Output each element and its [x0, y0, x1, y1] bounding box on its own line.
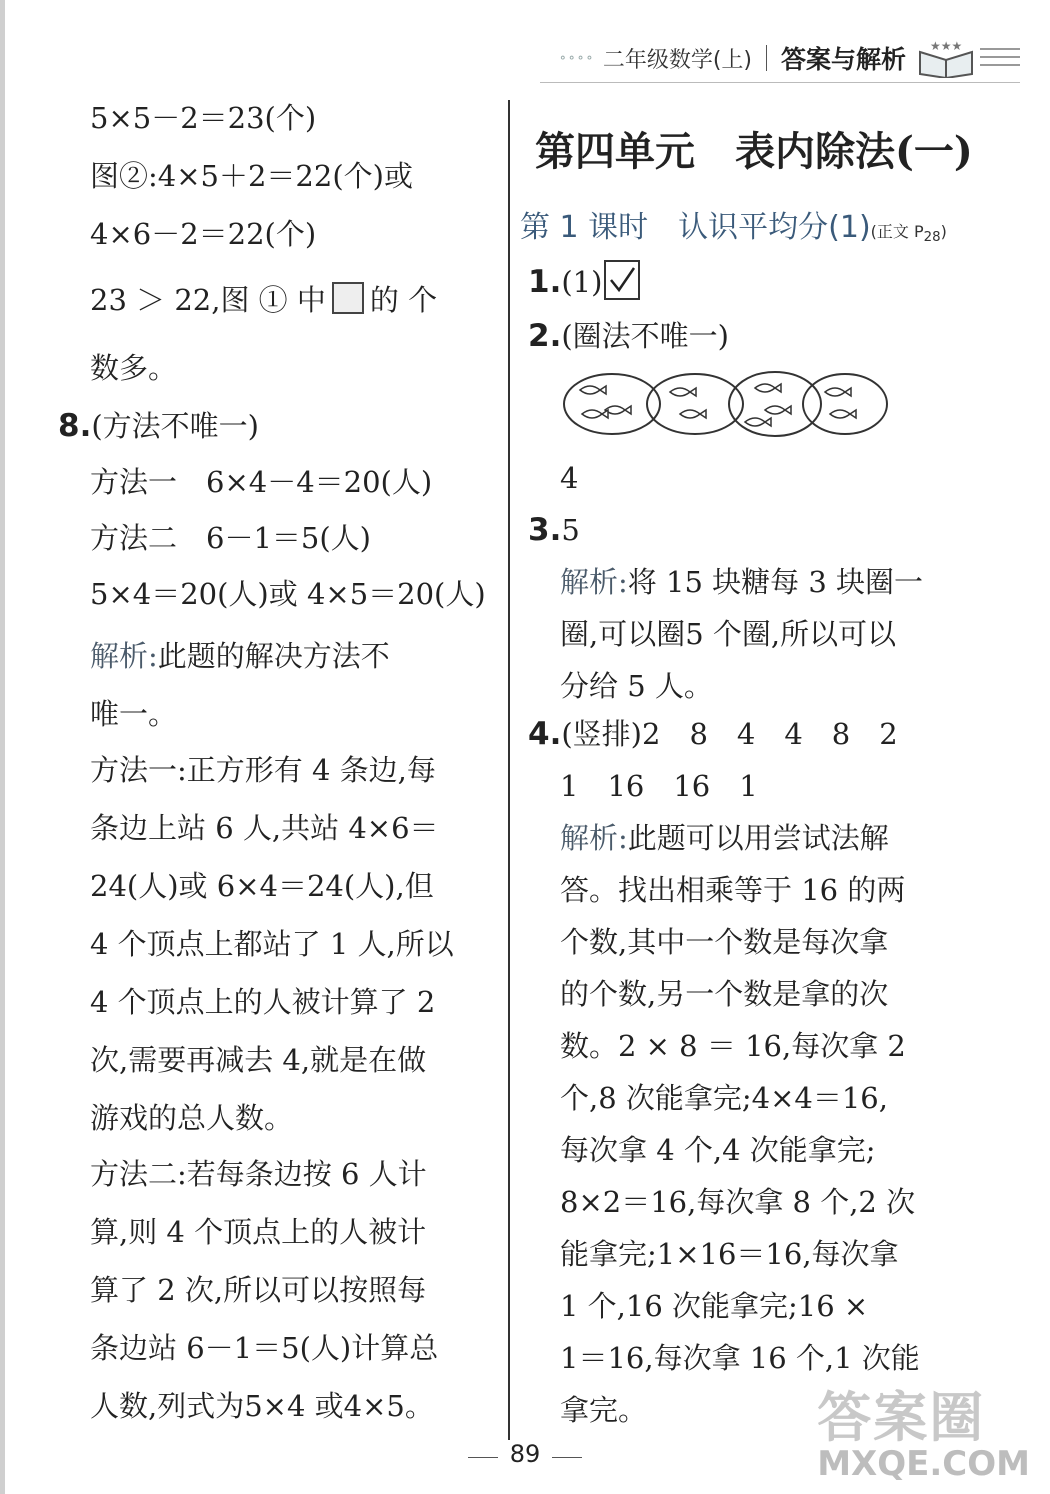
- fish-grouping-image: [560, 370, 890, 444]
- header-separator: [766, 45, 767, 71]
- watermark-url: MXQE.COM: [817, 1444, 1030, 1484]
- analysis-text: 将 15 块糖每 3 块圈一: [627, 565, 924, 599]
- footer-dash: [468, 1457, 498, 1458]
- header-lines-icon: [980, 43, 1020, 73]
- answer-line: 1 16 16 1: [560, 769, 758, 803]
- header-underline: [540, 82, 1020, 83]
- analysis-line: 方法一:正方形有 4 条边,每: [90, 753, 436, 787]
- analysis-line: [560, 564, 923, 600]
- question-2: [528, 318, 729, 354]
- question-2-answer: 4: [560, 461, 579, 495]
- compare-text: 23 ＞ 22,图 ① 中: [90, 283, 326, 317]
- answer-line: 4×6－2＝22(个): [90, 217, 317, 251]
- analysis-line: 4 个顶点上都站了 1 人,所以: [90, 927, 454, 961]
- watermark: [817, 1375, 1030, 1484]
- question-text: (方法不唯一): [91, 409, 259, 443]
- question-number: 3.: [528, 512, 562, 548]
- fish-circles-illustration: [560, 370, 890, 440]
- answer-line-compare: [90, 282, 437, 318]
- analysis-line: [560, 820, 889, 856]
- analysis-line: 分给 5 人。: [560, 669, 713, 703]
- analysis-text: 此题可以用尝试法解: [627, 821, 889, 855]
- question-text: (圈法不唯一): [561, 319, 729, 353]
- analysis-line: 数。2 × 8 ＝ 16,每次拿 2: [560, 1029, 906, 1063]
- method-line: 5×4＝20(人)或 4×5＝20(人): [90, 577, 486, 611]
- lesson-name: 第 1 课时 认识平均分(1): [520, 210, 871, 245]
- method-line: 方法一 6×4－4＝20(人): [90, 465, 433, 499]
- question-number: 1.: [528, 264, 562, 300]
- method-line: 方法二 6－1＝5(人): [90, 521, 371, 555]
- analysis-line: 能拿完;1×16＝16,每次拿: [560, 1237, 899, 1271]
- analysis-line: 次,需要再减去 4,就是在做: [90, 1043, 427, 1077]
- compare-text-end: 的 个: [369, 283, 438, 317]
- page-edge: [0, 0, 5, 1494]
- question-text: (1): [561, 265, 603, 299]
- analysis-line: 每次拿 4 个,4 次能拿完;: [560, 1133, 876, 1167]
- watermark-logo-text: 答案圈: [817, 1386, 986, 1449]
- analysis-line: 个数,其中一个数是每次拿: [560, 925, 889, 959]
- square-icon: [332, 282, 364, 314]
- analysis-line: 条边上站 6 人,共站 4×6＝: [90, 811, 439, 845]
- svg-text:★★★: ★★★: [930, 39, 963, 53]
- analysis-text: 此题的解决方法不: [157, 639, 390, 673]
- question-number: 4.: [528, 716, 562, 752]
- analysis-line: 算,则 4 个顶点上的人被计: [90, 1215, 427, 1249]
- analysis-label: 解析:: [560, 821, 628, 855]
- analysis-line: 1＝16,每次拿 16 个,1 次能: [560, 1341, 920, 1375]
- question-1: [528, 260, 640, 300]
- analysis-line: 答。找出相乘等于 16 的两: [560, 873, 906, 907]
- question-text: (竖排)2 8 4 4 8 2: [561, 717, 898, 751]
- header-grade: 二年级数学(上): [602, 47, 752, 73]
- question-text: 5: [561, 513, 580, 547]
- unit-title: 第四单元 表内除法(一): [535, 128, 973, 175]
- header-dots: ∘∘∘∘: [559, 50, 595, 66]
- analysis-line: 24(人)或 6×4＝24(人),但: [90, 869, 434, 903]
- header-title: 答案与解析: [780, 45, 906, 74]
- answer-line: 5×5－2＝23(个): [90, 101, 317, 135]
- page-number: 89: [509, 1440, 541, 1468]
- analysis-line: 的个数,另一个数是拿的次: [560, 977, 889, 1011]
- question-number: 2.: [528, 318, 562, 354]
- analysis-line: 圈,可以圈5 个圈,所以可以: [560, 617, 897, 651]
- question-4: [528, 716, 898, 752]
- analysis-line: 个,8 次能拿完;4×4＝16,: [560, 1081, 888, 1115]
- analysis-line: 人数,列式为5×4 或4×5。: [90, 1389, 434, 1423]
- analysis-label: 解析:: [560, 565, 628, 599]
- answer-line: 数多。: [90, 351, 178, 385]
- analysis-label: 解析:: [90, 639, 158, 673]
- analysis-line: 8×2＝16,每次拿 8 个,2 次: [560, 1185, 916, 1219]
- question-3: [528, 512, 580, 548]
- analysis-line: 算了 2 次,所以可以按照每: [90, 1273, 427, 1307]
- book-icon: [916, 38, 976, 78]
- analysis-line: 拿完。: [560, 1393, 648, 1427]
- lesson-title: [520, 202, 947, 246]
- analysis-line: 4 个顶点上的人被计算了 2: [90, 985, 436, 1019]
- analysis-line: 方法二:若每条边按 6 人计: [90, 1157, 427, 1191]
- analysis-line: 唯一。: [90, 697, 178, 731]
- checkmark-box-icon: [604, 260, 640, 300]
- question-number: 8.: [58, 408, 92, 444]
- column-divider: [508, 100, 510, 1440]
- question-8: [58, 408, 259, 444]
- lesson-reference: (正文 $P_{28}$): [870, 222, 947, 246]
- analysis-line: 1 个,16 次能拿完;16 ×: [560, 1289, 869, 1323]
- page-header: [559, 38, 1020, 78]
- answer-line: 图②:4×5＋2＝22(个)或: [90, 159, 413, 193]
- analysis-line: [90, 638, 390, 674]
- analysis-line: 条边站 6－1＝5(人)计算总: [90, 1331, 439, 1365]
- footer-dash: [552, 1457, 582, 1458]
- analysis-line: 游戏的总人数。: [90, 1101, 294, 1135]
